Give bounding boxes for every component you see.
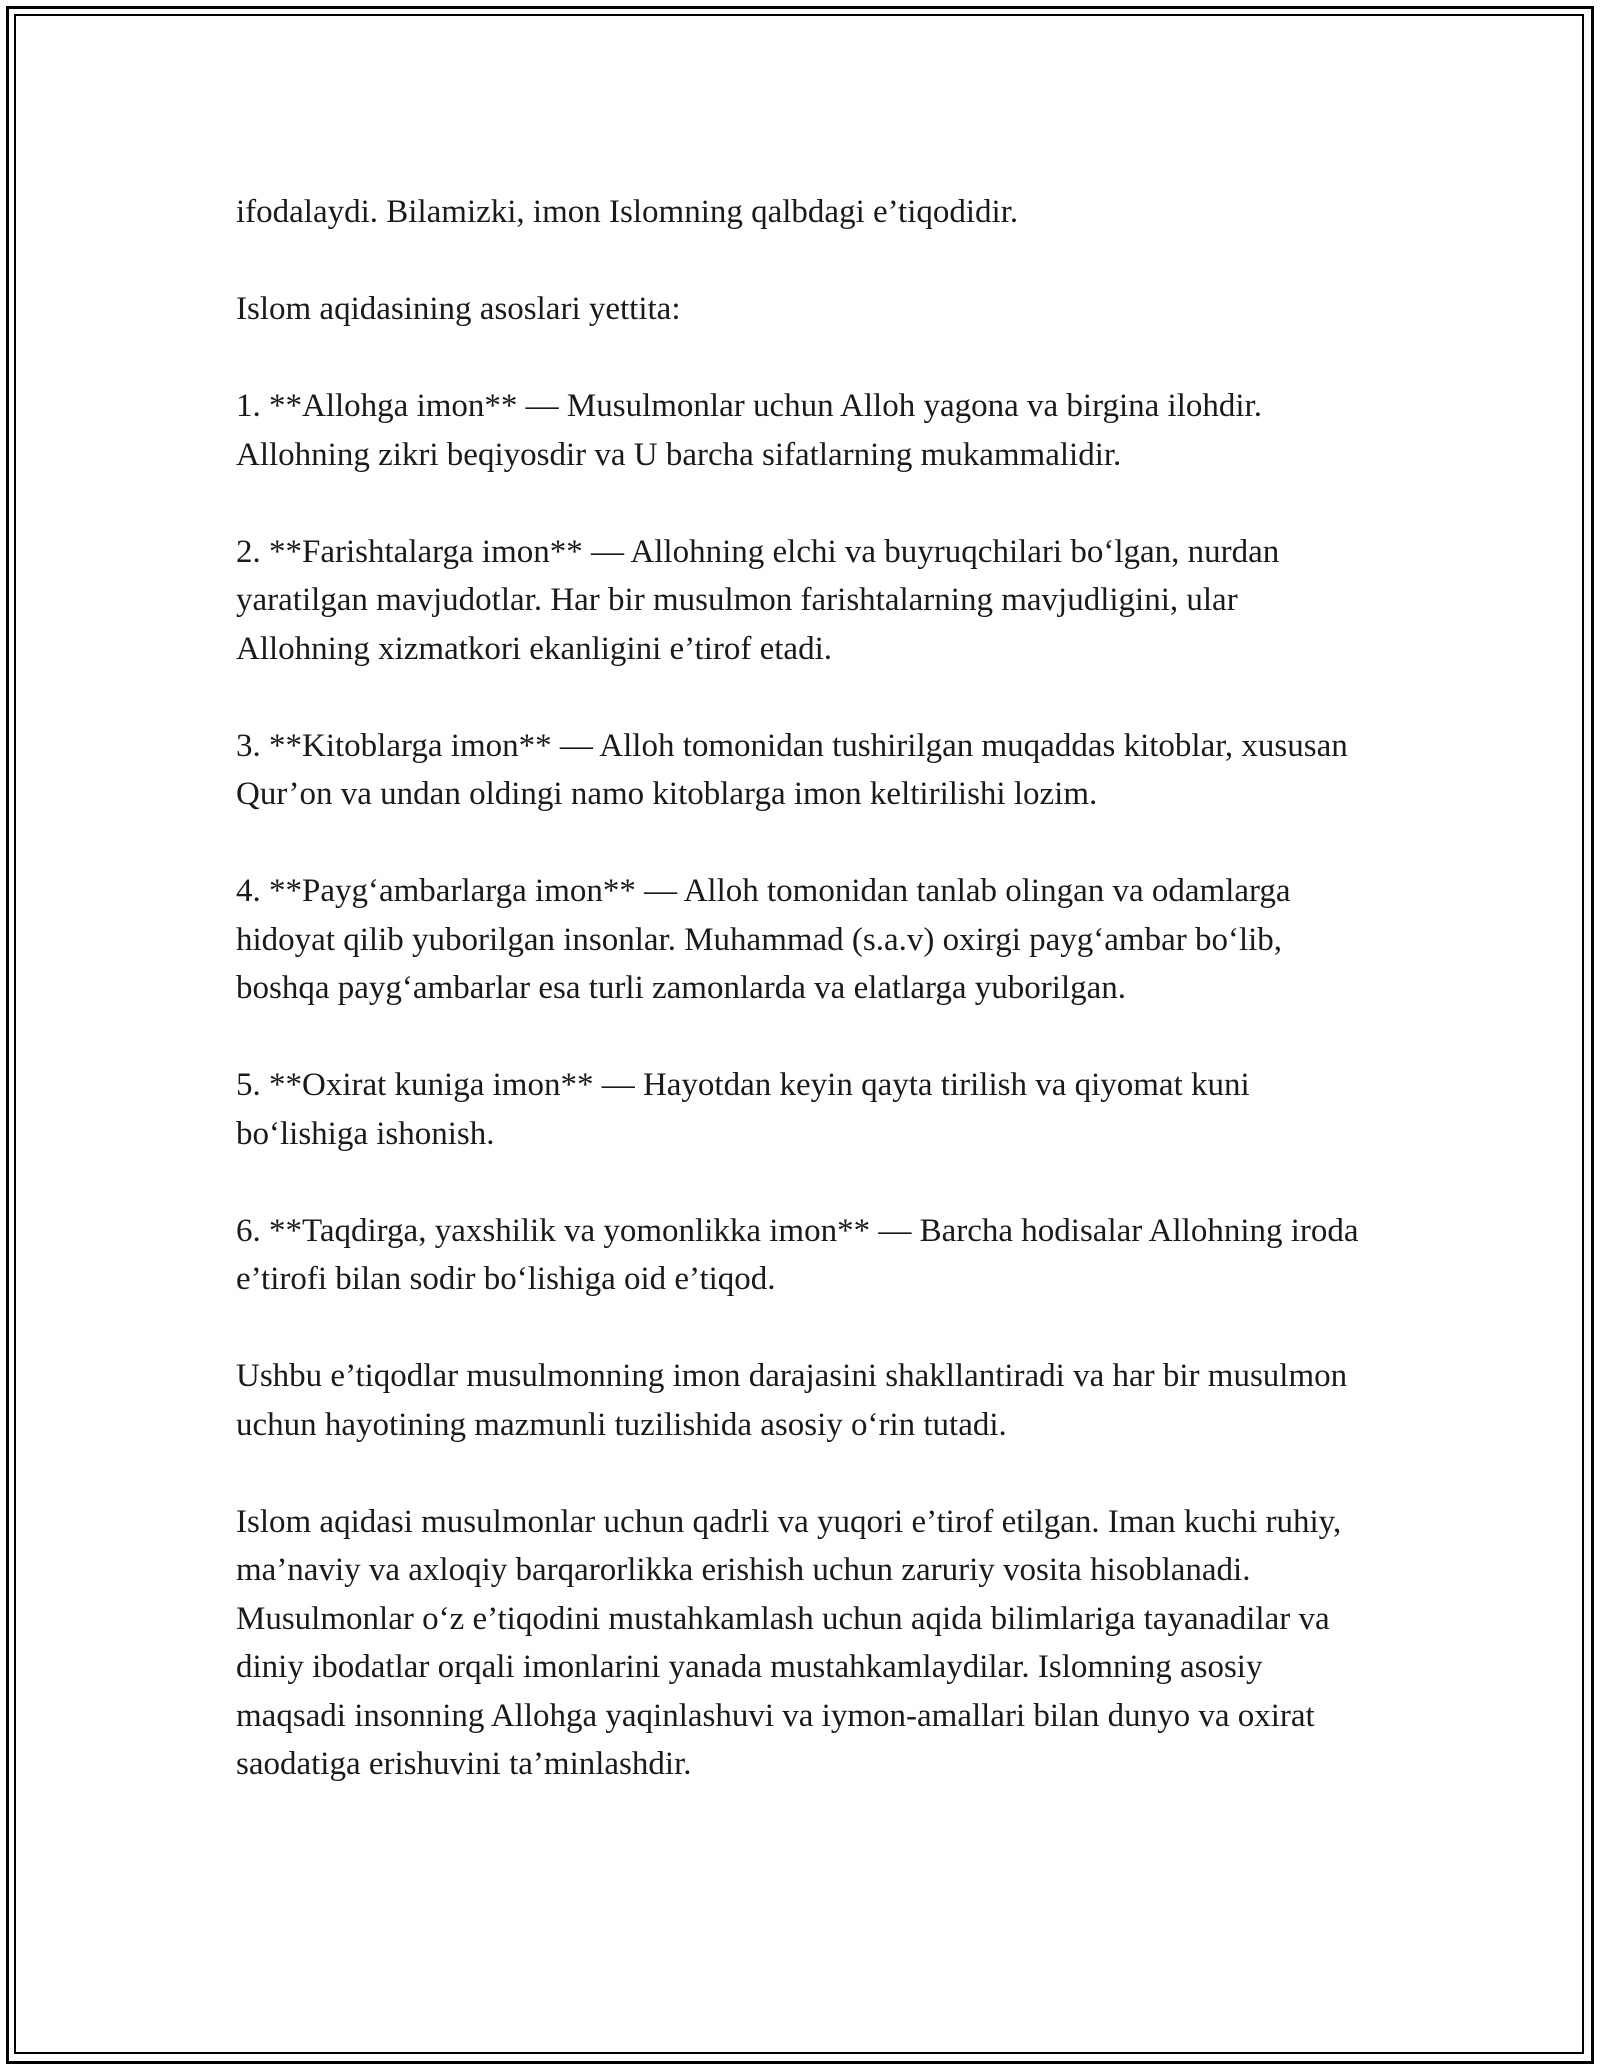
document-body — [236, 188, 1376, 1837]
list-item-belief-in-destiny: 6. **Taqdirga, yaxshilik va yomonlikka imon** — Barcha hodisalar Allohning iroda e’tirofi bilan sodir bo‘lishiga oid e’tiqod. — [236, 1212, 1359, 1297]
list-item-belief-in-prophets: 4. **Payg‘ambarlarga imon** — Alloh tomonidan tanlab olingan va odamlarga hidoyat qilib yuborilgan insonlar. Muhammad (s.a.v) oxirgi payg‘ambar bo‘lib, boshqa payg‘ambarlar esa turli zamonlarda va elatlarga yuborilgan. — [236, 873, 1291, 1006]
paragraph-foundations-heading: Islom aqidasining asoslari yettita: — [236, 291, 681, 327]
paragraph-summary: Ushbu e’tiqodlar musulmonning imon darajasini shakllantiradi va har bir musulmon uchun hayotining mazmunli tuzilishida asosiy o‘rin tutadi. — [236, 1358, 1348, 1443]
list-item-belief-in-last-day: 5. **Oxirat kuniga imon** — Hayotdan keyin qayta tirilish va qiyomat kuni bo‘lishiga ishonish. — [236, 1067, 1250, 1152]
paragraph-conclusion: Islom aqidasi musulmonlar uchun qadrli va yuqori e’tirof etilgan. Iman kuchi ruhiy, ma’naviy va axloqiy barqarorlikka erishish uchun zaruriy vosita hisoblanadi. Musulmonlar o‘z e’tiqodini mustahkamlash uchun aqida bilimlariga tayanadilar va diniy ibodatlar orqali imonlarini yanada mustahkamlaydilar. Islomning asosiy maqsadi insonning Allohga yaqinlashuvi va iymon-amallari bilan dunyo va oxirat saodatiga erishuvini ta’minlashdir. — [236, 1503, 1342, 1782]
list-item-belief-in-books: 3. **Kitoblarga imon** — Alloh tomonidan tushirilgan muqaddas kitoblar, xususan Qur’on va undan oldingi namo kitoblarga imon keltirilishi lozim. — [236, 727, 1348, 812]
list-item-belief-in-angels: 2. **Farishtalarga imon** — Allohning elchi va buyruqchilari bo‘lgan, nurdan yaratilgan mavjudotlar. Har bir musulmon farishtalarning mavjudligini, ular Allohning xizmatkori ekanligini e’tirof etadi. — [236, 533, 1280, 667]
paragraph-intro-continuation: ifodalaydi. Bilamizki, imon Islomning qalbdagi e’tiqodidir. — [236, 194, 1019, 230]
list-item-belief-in-allah: 1. **Allohga imon** — Musulmonlar uchun Alloh yagona va birgina ilohdir. Allohning zikri beqiyosdir va U barcha sifatlarning mukammalidir. — [236, 388, 1262, 473]
